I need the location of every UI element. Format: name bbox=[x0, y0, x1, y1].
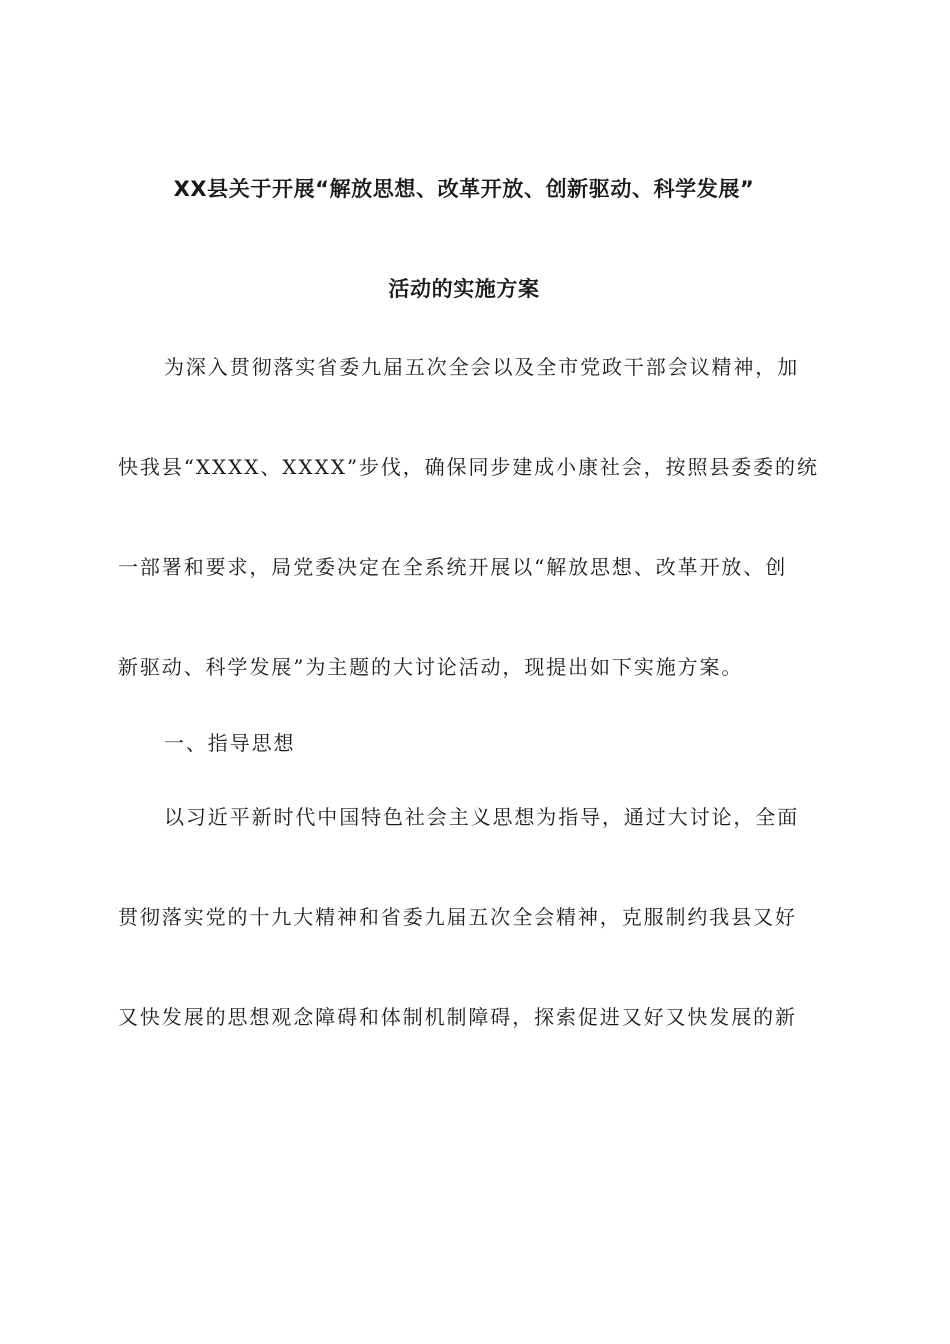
intro-line-4: 新驱动、科学发展”为主题的大讨论活动，现提出如下实施方案。 bbox=[118, 655, 744, 679]
document-title-line-1: XX县关于开展“解放思想、改革开放、创新驱动、科学发展” bbox=[173, 177, 755, 201]
document-title-line-2: 活动的实施方案 bbox=[388, 277, 540, 301]
intro-line-3: 一部署和要求，局党委决定在全系统开展以“解放思想、改革开放、创 bbox=[118, 555, 788, 579]
intro-line-1: 为深入贯彻落实省委九届五次全会以及全市党政干部会议精神，加 bbox=[164, 355, 800, 379]
section-body-line-3: 又快发展的思想观念障碍和体制机制障碍，探索促进又好又快发展的新 bbox=[118, 1005, 797, 1029]
intro-line-2: 快我县“XXXX、XXXX”步伐，确保同步建成小康社会，按照县委委的统 bbox=[118, 455, 819, 479]
section-body-line-1: 以习近平新时代中国特色社会主义思想为指导，通过大讨论，全面 bbox=[164, 805, 800, 829]
section-heading: 一、指导思想 bbox=[164, 731, 296, 755]
section-body-line-2: 贯彻落实党的十九大精神和省委九届五次全会精神，克服制约我县又好 bbox=[118, 905, 797, 929]
